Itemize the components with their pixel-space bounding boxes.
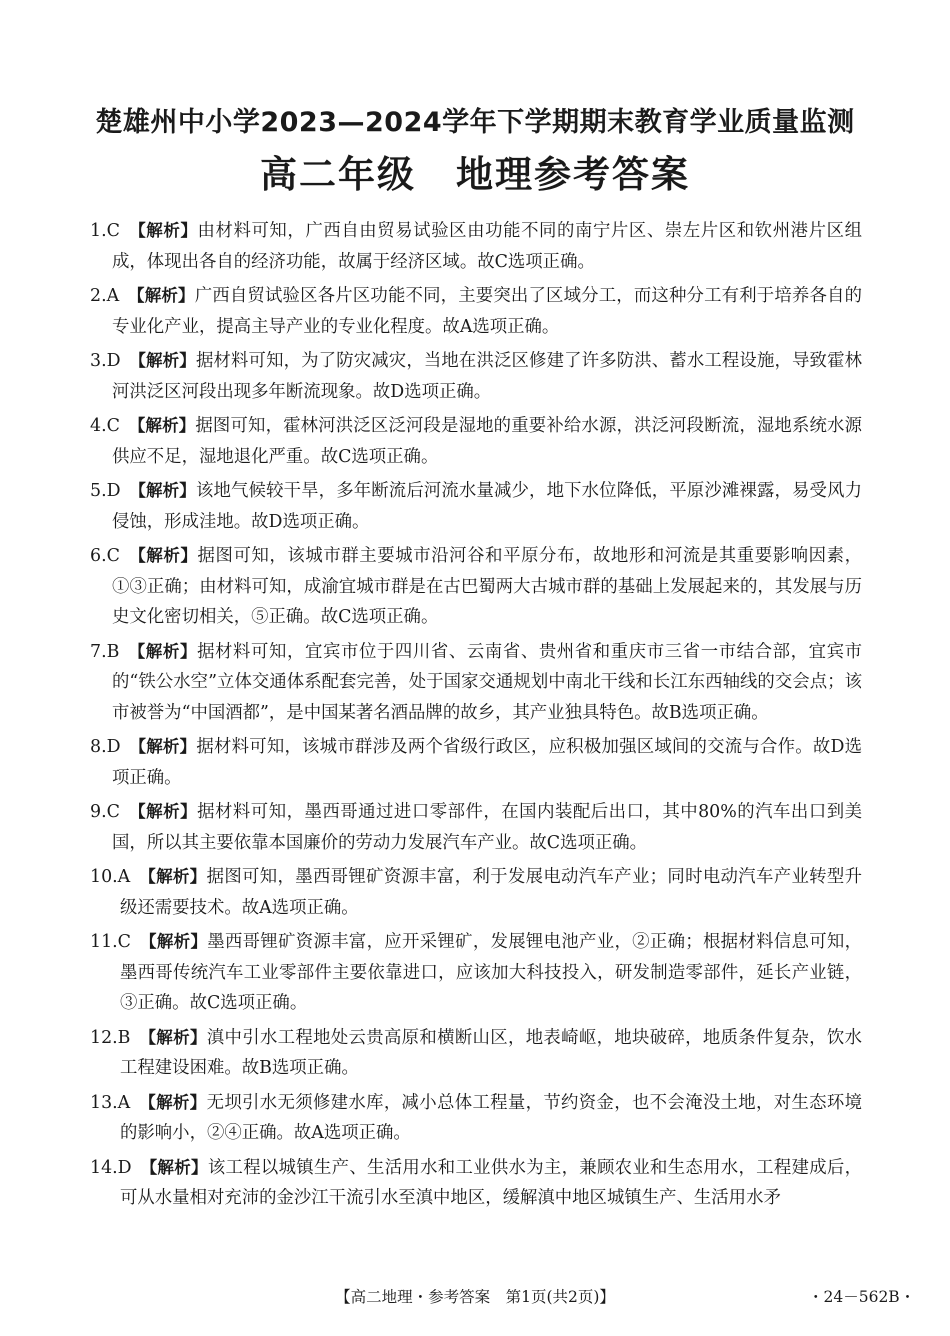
- answer-choice: A: [117, 1092, 131, 1113]
- document-title: [0, 144, 950, 198]
- explanation-label: 【解析】: [129, 737, 197, 756]
- grade-label: 高二年级: [260, 153, 416, 196]
- answer-item: [90, 411, 862, 472]
- explanation-label: 【解析】: [140, 1157, 208, 1177]
- explanation-text: 无坝引水无须修建水库，减小总体工程量，节约资金，也不会淹没土地，对生态环境的影响小，②④正确。故A选项正确。: [120, 1092, 863, 1143]
- explanation-text: 滇中引水工程地处云贵高原和横断山区，地表崎岖，地块破碎，地质条件复杂，饮水工程建设困难。故B选项正确。: [120, 1027, 862, 1078]
- explanation-label: 【解析】: [128, 416, 196, 435]
- explanation-label: 【解析】: [128, 546, 198, 565]
- explanation-label: 【解析】: [138, 867, 207, 886]
- answer-choice: D: [117, 1157, 132, 1178]
- explanation-text: 由材料可知，广西自由贸易试验区由功能不同的南宁片区、崇左片区和钦州港片区组成，体现出各自的经济功能，故属于经济区域。故C选项正确。: [112, 221, 862, 272]
- document-code: ・24－562B・: [808, 1288, 916, 1306]
- answer-list: [90, 216, 862, 1218]
- answer-item: [90, 1153, 862, 1214]
- answer-choice: D: [106, 737, 121, 757]
- answer-item: [90, 216, 862, 277]
- question-number: 7.: [90, 641, 107, 662]
- answer-item: [90, 541, 862, 633]
- answer-item: [90, 732, 862, 793]
- answer-choice: B: [106, 641, 120, 662]
- answer-item: [90, 1088, 862, 1149]
- question-number: 5.: [90, 481, 107, 501]
- question-number: 1.: [90, 221, 107, 241]
- answer-item: [90, 1023, 862, 1084]
- explanation-label: 【解析】: [128, 221, 198, 240]
- explanation-label: 【解析】: [128, 641, 198, 661]
- answer-item: [90, 476, 862, 537]
- explanation-text: 据图可知，霍林河洪泛区泛河段是湿地的重要补给水源，洪泛河段断流，湿地系统水源供应不足，湿地退化严重。故C选项正确。: [112, 416, 862, 467]
- question-number: 8.: [90, 737, 107, 757]
- explanation-text: 据材料可知，墨西哥通过进口零部件，在国内装配后出口，其中80%的汽车出口到美国，所以其主要依靠本国廉价的劳动力发展汽车产业。故C选项正确。: [112, 802, 862, 853]
- answer-choice: D: [106, 351, 121, 371]
- answer-choice: A: [106, 286, 120, 306]
- explanation-label: 【解析】: [129, 351, 196, 370]
- explanation-text: 据图可知，该城市群主要城市沿河谷和平原分布，故地形和河流是其重要影响因素，①③正确；由材料可知，成渝宜城市群是在古巴蜀两大古城市群的基础上发展起来的，其发展与历史文化密切相关，⑤正确。故C选项正确。: [112, 546, 862, 627]
- answer-item: [90, 797, 862, 858]
- explanation-text: 据材料可知，该城市群涉及两个省级行政区，应积极加强区域间的交流与合作。故D选项正确。: [112, 737, 863, 788]
- question-number: 14.: [90, 1157, 118, 1178]
- explanation-text: 广西自贸试验区各片区功能不同，主要突出了区域分工，而这种分工有利于培养各自的专业化产业，提高主导产业的专业化程度。故A选项正确。: [112, 286, 862, 337]
- explanation-label: 【解析】: [127, 286, 195, 305]
- answer-item: [90, 346, 862, 407]
- explanation-text: 据图可知，墨西哥锂矿资源丰富，利于发展电动汽车产业；同时电动汽车产业转型升级还需要技术。故A选项正确。: [120, 867, 863, 918]
- explanation-text: 该地气候较干旱，多年断流后河流水量减少，地下水位降低，平原沙滩裸露，易受风力侵蚀，形成洼地。故D选项正确。: [112, 481, 862, 532]
- answer-choice: D: [106, 481, 121, 501]
- page-label: 【高二地理・参考答案 第1页(共2页)】: [335, 1288, 615, 1306]
- subject-answer-label: 地理参考答案: [456, 153, 690, 196]
- question-number: 9.: [90, 802, 107, 822]
- question-number: 3.: [90, 351, 107, 371]
- question-number: 10.: [90, 867, 118, 887]
- answer-item: [90, 281, 862, 342]
- explanation-label: 【解析】: [138, 1092, 207, 1112]
- explanation-text: 墨西哥锂矿资源丰富，应开采锂矿，发展锂电池产业，②正确；根据材料信息可知，墨西哥传统汽车工业零部件主要依靠进口，应该加大科技投入，研发制造零部件，延长产业链，③正确。故C选项正确。: [120, 932, 863, 1013]
- explanation-text: 该工程以城镇生产、生活用水和工业供水为主，兼顾农业和生态用水，工程建成后，可从水量相对充沛的金沙江干流引水至滇中地区，缓解滇中地区城镇生产、生活用水矛: [120, 1157, 863, 1208]
- answer-choice: B: [117, 1027, 131, 1048]
- answer-item: [90, 927, 862, 1019]
- question-number: 4.: [90, 416, 107, 436]
- explanation-text: 据材料可知，宜宾市位于四川省、云南省、贵州省和重庆市三省一市结合部，宜宾市的“铁公水空”立体交通体系配套完善，处于国家交通规划中南北干线和长江东西轴线的交会点；该市被誉为“中国酒都”，是中国某著名酒品牌的故乡，其产业独具特色。故B选项正确。: [112, 641, 862, 723]
- answer-choice: A: [117, 867, 131, 887]
- answer-item: [90, 637, 862, 729]
- question-number: 2.: [90, 286, 107, 306]
- explanation-label: 【解析】: [129, 481, 196, 500]
- question-number: 13.: [90, 1092, 118, 1113]
- question-number: 11.: [90, 932, 118, 952]
- answer-choice: C: [106, 546, 120, 566]
- answer-choice: C: [106, 802, 120, 822]
- answer-choice: C: [106, 416, 120, 436]
- answer-choice: C: [117, 932, 131, 952]
- explanation-label: 【解析】: [139, 1027, 207, 1047]
- answer-choice: C: [106, 221, 120, 241]
- exam-title: 楚雄州中小学2023—2024学年下学期期末教育学业质量监测: [95, 107, 855, 138]
- explanation-label: 【解析】: [128, 802, 198, 821]
- explanation-label: 【解析】: [139, 932, 208, 951]
- explanation-text: 据材料可知，为了防灾减灾，当地在洪泛区修建了许多防洪、蓄水工程设施，导致霍林河洪泛区河段出现多年断流现象。故D选项正确。: [112, 351, 862, 402]
- question-number: 6.: [90, 546, 107, 566]
- answer-item: [90, 862, 862, 923]
- question-number: 12.: [90, 1027, 118, 1048]
